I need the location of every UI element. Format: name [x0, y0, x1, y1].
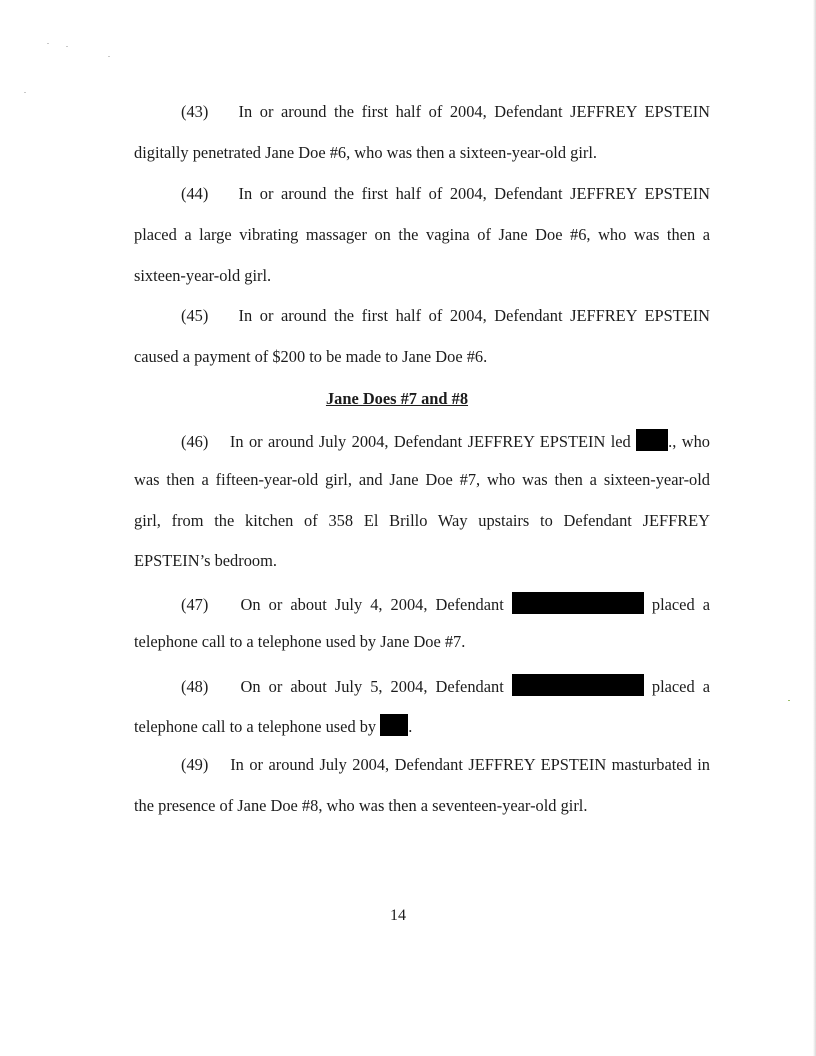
- paragraph-text: In or around July 2004, Defendant JEFFREY EPSTEIN led: [229, 432, 631, 451]
- paragraph-text: placed a: [651, 677, 710, 696]
- paragraph-43-line-1: [181, 102, 710, 122]
- paragraph-44-line-2: placed a large vibrating massager on the vagina of Jane Doe #6, who was then a: [134, 225, 710, 244]
- paragraph-text: In or around the first half of 2004, Defendant JEFFREY EPSTEIN: [238, 306, 711, 325]
- paragraph-number: (43): [181, 102, 209, 121]
- paragraph-43-line-2: digitally penetrated Jane Doe #6, who was then a sixteen-year-old girl.: [134, 143, 598, 162]
- paragraph-text: .: [408, 717, 413, 736]
- paragraph-number: (49): [181, 755, 209, 774]
- redaction-box: [512, 592, 644, 614]
- paragraph-46-line-4: EPSTEIN’s bedroom.: [134, 551, 277, 570]
- scan-speck: [24, 92, 26, 93]
- paragraph-number: (44): [181, 184, 209, 203]
- paragraph-46-line-2: was then a fifteen-year-old girl, and Jane Doe #7, who was then a sixteen-year-old: [134, 470, 710, 489]
- paragraph-number: (48): [181, 677, 209, 696]
- redaction-box: [380, 714, 408, 736]
- paragraph-45-line-1: [181, 306, 710, 326]
- paragraph-47-line-2: telephone call to a telephone used by Jane Doe #7.: [134, 632, 466, 651]
- paragraph-number: (46): [181, 432, 209, 451]
- paragraph-text: telephone call to a telephone used by: [134, 717, 377, 736]
- paragraph-text: In or around July 2004, Defendant JEFFREY EPSTEIN masturbated in: [230, 755, 710, 774]
- scan-speck: [788, 700, 790, 701]
- paragraph-text: On or about July 5, 2004, Defendant: [240, 677, 504, 696]
- paragraph-45-line-2: caused a payment of $200 to be made to Jane Doe #6.: [134, 347, 488, 366]
- paragraph-49-line-1: [181, 755, 710, 775]
- scan-speck: [66, 46, 68, 47]
- paragraph-44-line-1: [181, 184, 710, 204]
- paragraph-46-line-1: [181, 429, 710, 452]
- paragraph-text: On or about July 4, 2004, Defendant: [240, 595, 504, 614]
- paragraph-text: In or around the first half of 2004, Defendant JEFFREY EPSTEIN: [238, 102, 711, 121]
- scan-speck: [47, 43, 49, 44]
- paragraph-48-line-1: [181, 674, 710, 697]
- paragraph-number: (45): [181, 306, 209, 325]
- paragraph-44-line-3: sixteen-year-old girl.: [134, 266, 272, 285]
- section-heading: Jane Does #7 and #8: [325, 389, 469, 408]
- paragraph-48-line-2: [134, 714, 710, 737]
- page-number: 14: [390, 907, 406, 924]
- paragraph-text: In or around the first half of 2004, Defendant JEFFREY EPSTEIN: [238, 184, 711, 203]
- scan-speck: [108, 56, 110, 57]
- redaction-box: [512, 674, 644, 696]
- redaction-box: [636, 429, 668, 451]
- paragraph-text: ., who: [668, 432, 710, 451]
- paragraph-number: (47): [181, 595, 209, 614]
- paragraph-46-line-3: girl, from the kitchen of 358 El Brillo Way upstairs to Defendant JEFFREY: [134, 511, 710, 530]
- paragraph-text: placed a: [651, 595, 710, 614]
- paragraph-47-line-1: [181, 592, 710, 615]
- paragraph-49-line-2: the presence of Jane Doe #8, who was then a seventeen-year-old girl.: [134, 796, 588, 815]
